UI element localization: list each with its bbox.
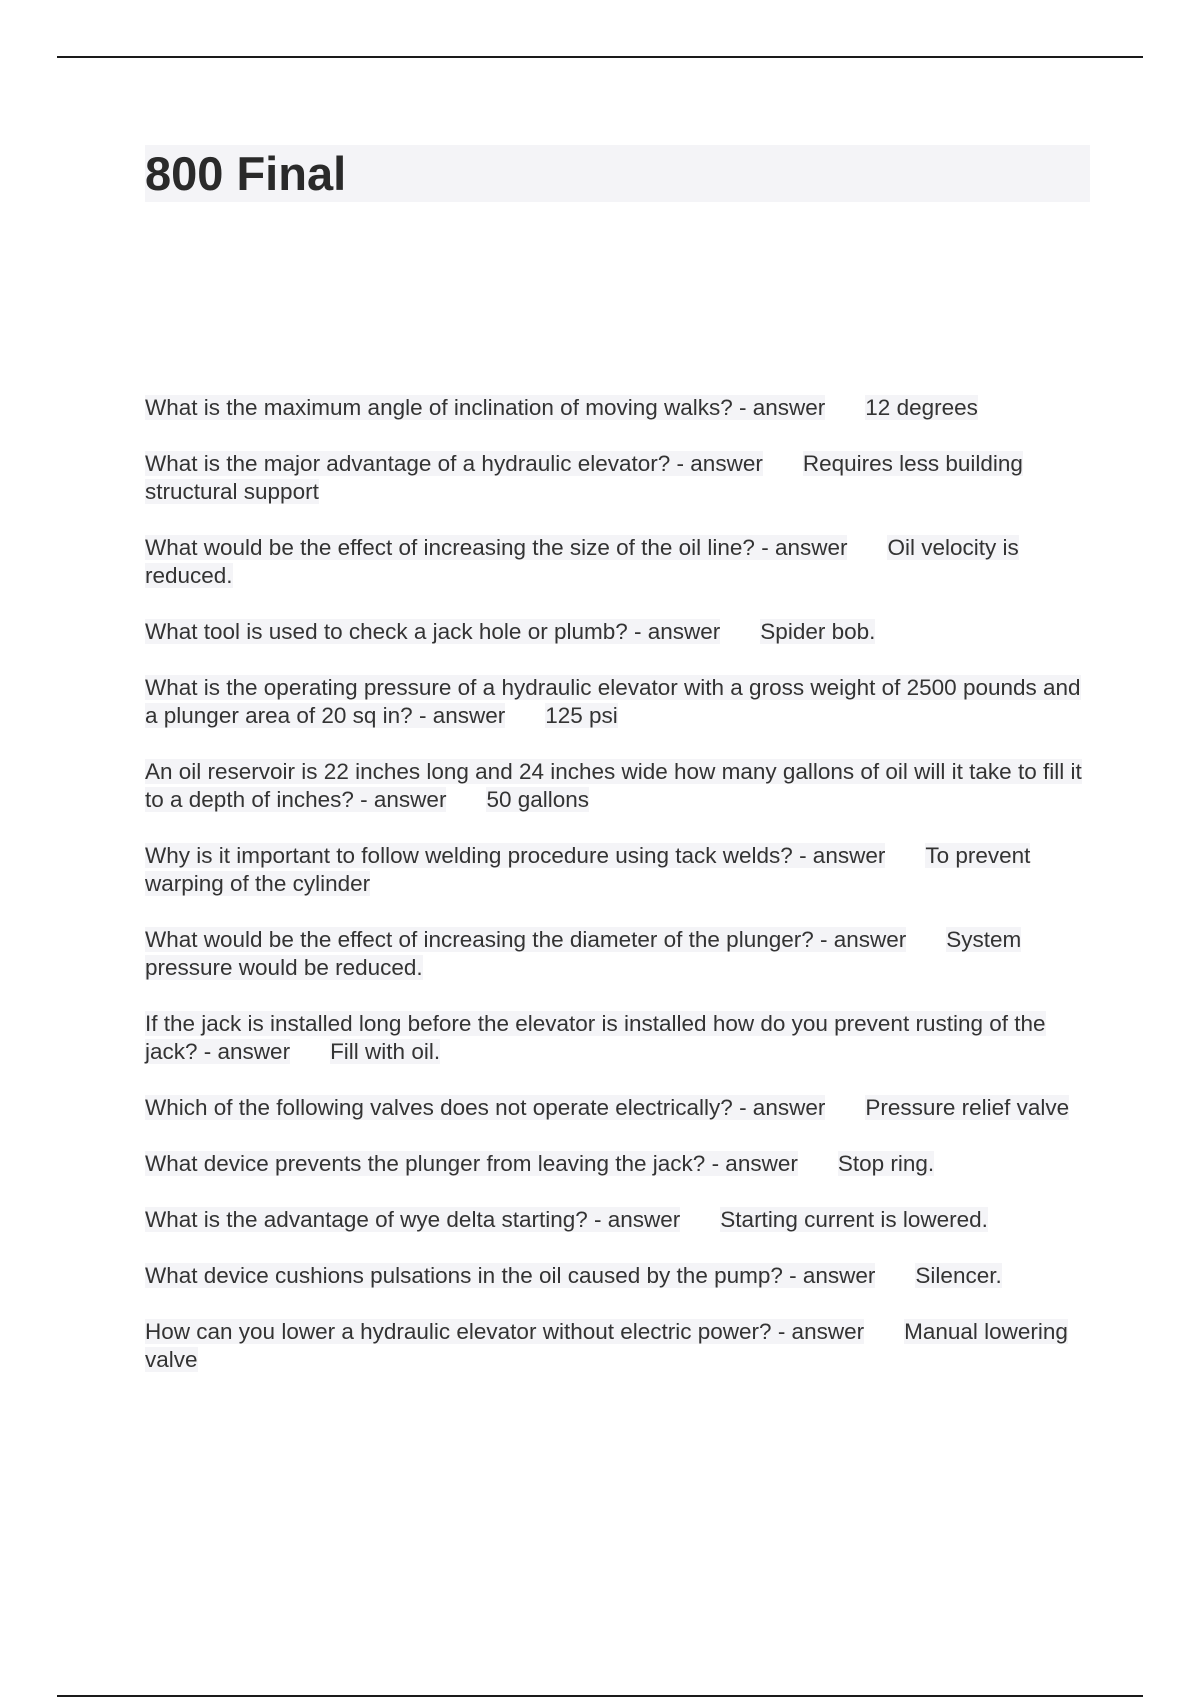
qa-item — [145, 1318, 1090, 1374]
qa-item — [145, 758, 1090, 814]
answer-marker: - answer — [353, 787, 447, 812]
top-rule — [57, 56, 1143, 58]
qa-item — [145, 674, 1090, 730]
question-text: What device cushions pulsations in the oil caused by the pump? — [145, 1263, 783, 1288]
answer-text: Oil velocity is reduced. — [145, 535, 1019, 588]
answer-marker: - answer — [732, 1095, 826, 1120]
answer-text: 50 gallons — [486, 787, 590, 812]
qa-item — [145, 1150, 1090, 1178]
qa-item — [145, 618, 1090, 646]
answer-text: Manual lowering valve — [145, 1319, 1068, 1372]
question-answer-list — [145, 394, 1090, 1402]
answer-marker: - answer — [412, 703, 506, 728]
answer-text: Spider bob. — [760, 619, 876, 644]
answer-marker: - answer — [771, 1319, 865, 1344]
answer-marker: - answer — [197, 1039, 291, 1064]
bottom-rule — [57, 1695, 1143, 1697]
qa-item — [145, 1010, 1090, 1066]
answer-marker: - answer — [705, 1151, 798, 1176]
answer-text: Fill with oil. — [330, 1039, 441, 1064]
question-text: If the jack is installed long before the elevator is installed how do you prevent rusting of the jack? — [145, 1011, 1046, 1064]
answer-marker: - answer — [754, 535, 848, 560]
qa-item — [145, 534, 1090, 590]
answer-marker: - answer — [792, 843, 886, 868]
answer-text: Starting current is lowered. — [720, 1207, 988, 1232]
qa-item — [145, 450, 1090, 506]
question-text: What would be the effect of increasing the diameter of the plunger? — [145, 927, 814, 952]
answer-text: 125 psi — [545, 703, 618, 728]
qa-item — [145, 1206, 1090, 1234]
page-title: 800 Final — [145, 147, 347, 200]
question-text: What would be the effect of increasing the size of the oil line? — [145, 535, 755, 560]
question-text: What is the maximum angle of inclination of moving walks? — [145, 395, 733, 420]
answer-text: Requires less building structural support — [145, 451, 1023, 504]
answer-marker: - answer — [670, 451, 763, 476]
answer-text: Pressure relief valve — [865, 1095, 1070, 1120]
answer-marker: - answer — [782, 1263, 876, 1288]
qa-item — [145, 926, 1090, 982]
answer-text: Silencer. — [915, 1263, 1002, 1288]
qa-item — [145, 394, 1090, 422]
question-text: What is the operating pressure of a hydraulic elevator with a gross weight of 2500 pounds and a plunger area of 20 sq in? — [145, 675, 1081, 728]
qa-item — [145, 842, 1090, 898]
question-text: What is the major advantage of a hydraulic elevator? — [145, 451, 671, 476]
answer-marker: - answer — [627, 619, 721, 644]
answer-marker: - answer — [813, 927, 907, 952]
answer-marker: - answer — [732, 395, 826, 420]
question-text: An oil reservoir is 22 inches long and 24 inches wide how many gallons of oil will it take to fill it to a depth of inches? — [145, 759, 1082, 812]
question-text: Why is it important to follow welding procedure using tack welds? — [145, 843, 793, 868]
question-text: What is the advantage of wye delta starting? — [145, 1207, 588, 1232]
question-text: What tool is used to check a jack hole or plumb? — [145, 619, 628, 644]
question-text: What device prevents the plunger from leaving the jack? — [145, 1151, 706, 1176]
answer-text: Stop ring. — [837, 1151, 935, 1176]
question-text: How can you lower a hydraulic elevator without electric power? — [145, 1319, 772, 1344]
qa-item — [145, 1262, 1090, 1290]
answer-text: 12 degrees — [865, 395, 978, 420]
answer-text: System pressure would be reduced. — [145, 927, 1022, 980]
question-text: Which of the following valves does not operate electrically? — [145, 1095, 733, 1120]
answer-marker: - answer — [587, 1207, 681, 1232]
answer-text: To prevent warping of the cylinder — [145, 843, 1031, 896]
qa-item — [145, 1094, 1090, 1122]
